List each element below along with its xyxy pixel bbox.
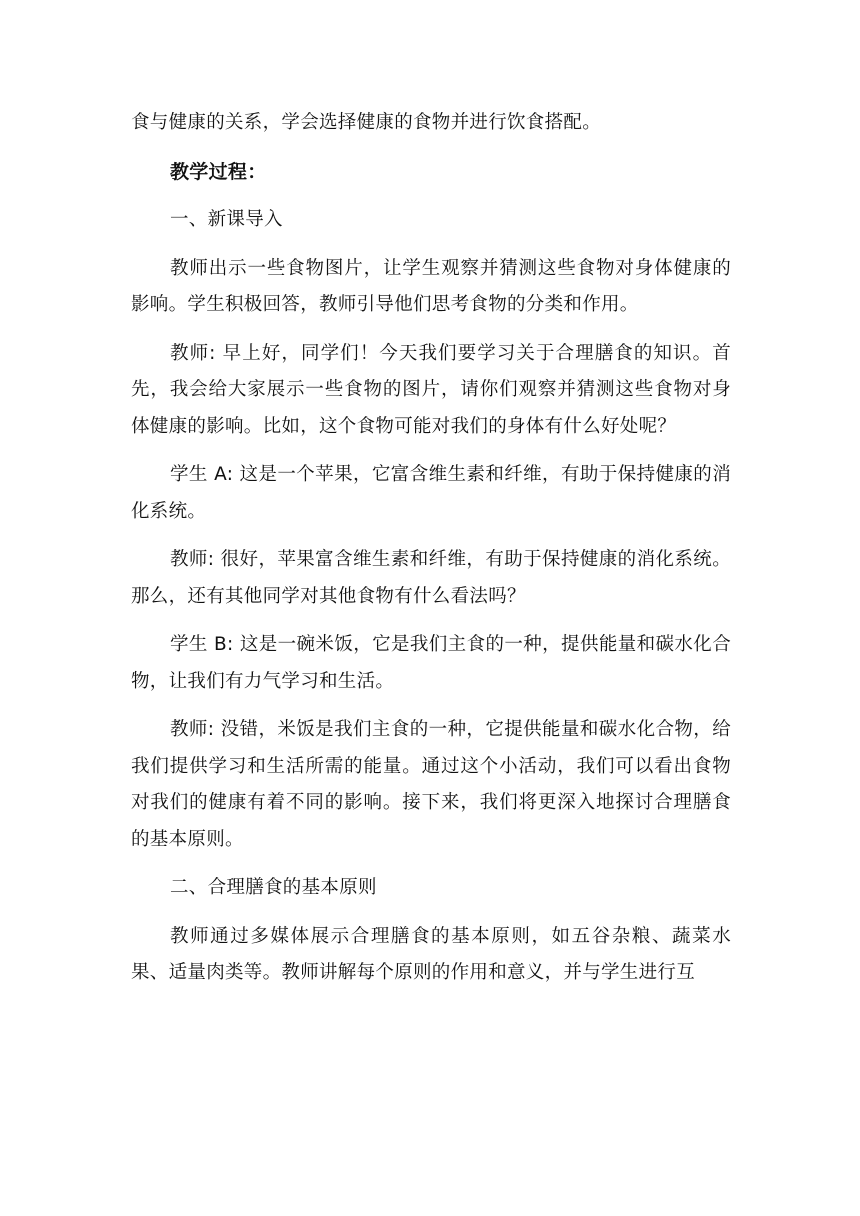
paragraph-principles: 教师通过多媒体展示合理膳食的基本原则，如五谷杂粮、蔬菜水果、适量肉类等。教师讲解每个原则的作用和意义，并与学生进行互 — [131, 925, 731, 983]
paragraph-teacher-greeting: 教师: 早上好，同学们！今天我们要学习关于合理膳食的知识。首先，我会给大家展示一些食物的图片，请你们观察并猜测这些食物对身体健康的影响。比如，这个食物可能对我们的身体有什么好处呢？ — [131, 342, 731, 437]
document-page — [131, 105, 731, 1004]
section-heading-new-lesson: 一、新课导入 — [170, 209, 283, 230]
paragraph-student-b: 学生 B: 这是一碗米饭，它是我们主食的一种，提供能量和碳水化合物，让我们有力气学习和生活。 — [131, 634, 731, 692]
paragraph-student-a: 学生 A: 这是一个苹果，它富含维生素和纤维，有助于保持健康的消化系统。 — [131, 464, 731, 522]
paragraph-food-pictures: 教师出示一些食物图片，让学生观察并猜测这些食物对身体健康的影响。学生积极回答，教师引导他们思考食物的分类和作用。 — [131, 257, 731, 315]
paragraph-continuation: 食与健康的关系，学会选择健康的食物并进行饮食搭配。 — [131, 112, 602, 133]
heading-teaching-process: 教学过程： — [170, 160, 267, 183]
section-heading-principles: 二、合理膳食的基本原则 — [170, 877, 377, 898]
paragraph-teacher-apple: 教师: 很好，苹果富含维生素和纤维，有助于保持健康的消化系统。那么，还有其他同学对其他食物有什么看法吗？ — [131, 549, 731, 607]
paragraph-teacher-rice: 教师: 没错，米饭是我们主食的一种，它提供能量和碳水化合物，给我们提供学习和生活所需的能量。通过这个小活动，我们可以看出食物对我们的健康有着不同的影响。接下来，我们将更深入地探讨合理膳食的基本原则。 — [131, 719, 731, 850]
